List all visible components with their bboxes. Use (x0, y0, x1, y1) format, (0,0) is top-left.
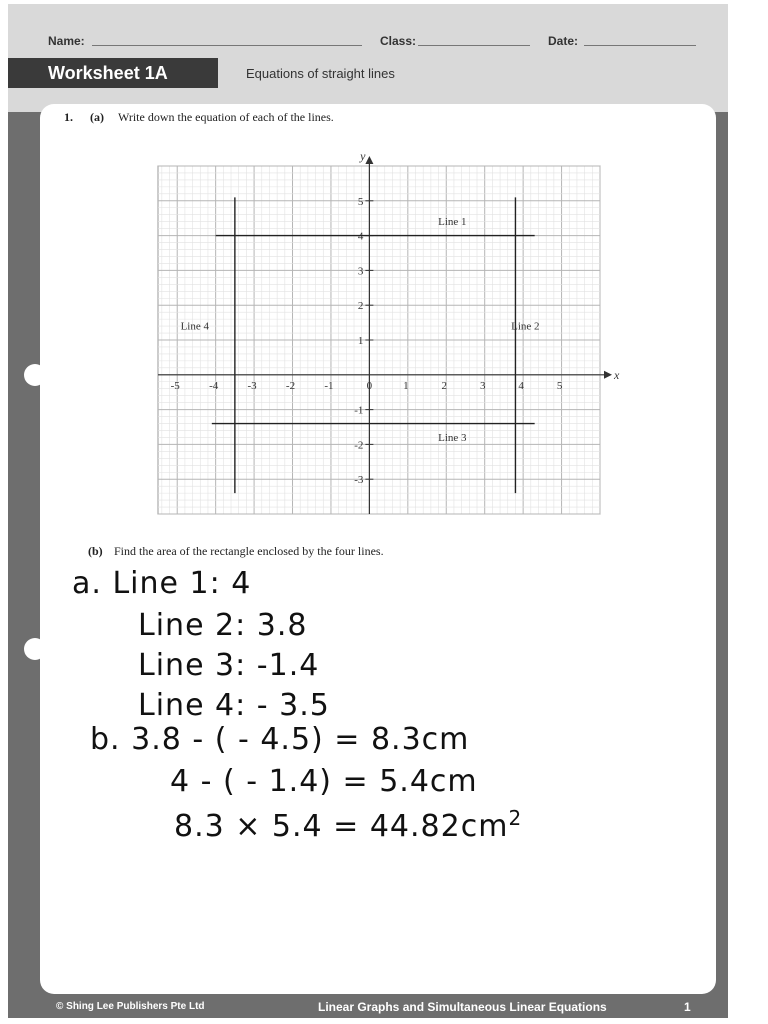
x-tick-label: 2 (441, 379, 448, 392)
footer-page-number: 1 (684, 1000, 691, 1014)
date-field-line (584, 45, 696, 46)
x-axis-label: x (614, 367, 620, 382)
answer-a-line3: Line 3: -1.4 (138, 648, 320, 683)
answer-a-line1: a. Line 1: 4 (72, 566, 252, 601)
coordinate-graph (150, 149, 620, 520)
answer-a-line2: Line 2: 3.8 (138, 608, 308, 643)
line-4-label: Line 4 (180, 320, 210, 333)
worksheet-title: Worksheet 1A (8, 58, 218, 88)
question-number: 1. (64, 110, 73, 124)
part-a-label: (a) (90, 110, 104, 124)
answer-b-line1: b. 3.8 - ( - 4.5) = 8.3cm (90, 722, 470, 757)
y-tick-label: -3 (354, 474, 364, 487)
answer-b-line2: 4 - ( - 1.4) = 5.4cm (170, 764, 478, 799)
class-field-line (418, 45, 530, 46)
footer-publisher: © Shing Lee Publishers Pte Ltd (56, 1001, 205, 1012)
x-tick-label: -2 (285, 379, 296, 392)
class-label: Class: (380, 34, 417, 48)
line-3-label: Line 3 (438, 431, 467, 444)
date-label: Date: (548, 34, 579, 48)
worksheet-subtitle: Equations of straight lines (246, 66, 395, 81)
name-field-line (92, 45, 362, 46)
y-tick-label: 2 (357, 300, 364, 313)
x-tick-label: 4 (518, 379, 524, 392)
x-tick-label: -5 (170, 379, 180, 392)
x-tick-label: -1 (324, 379, 334, 392)
binder-hole-top (24, 364, 46, 386)
y-tick-label: -1 (354, 404, 364, 417)
x-tick-label: 5 (556, 379, 563, 392)
answer-a-line4: Line 4: - 3.5 (138, 688, 330, 723)
y-axis-label: y (360, 149, 366, 163)
y-tick-label: 4 (357, 230, 364, 243)
binder-hole-bottom (24, 638, 46, 660)
part-a-text: Write down the equation of each of the lines. (118, 110, 334, 124)
y-tick-label: 5 (357, 195, 364, 208)
x-tick-label: 3 (479, 379, 486, 392)
y-axis-arrow (365, 156, 373, 164)
line-2-label: Line 2 (511, 320, 540, 333)
answer-b-line3-text: 8.3 × 5.4 = 44.82cm (174, 809, 509, 844)
squared-superscript: 2 (508, 806, 523, 830)
y-tick-label: -2 (354, 439, 364, 452)
y-tick-label: 3 (357, 265, 364, 278)
x-tick-label: 0 (366, 379, 373, 392)
x-tick-label: -3 (247, 379, 257, 392)
part-b-text: Find the area of the rectangle enclosed by the four lines. (114, 544, 384, 558)
x-tick-label: -4 (209, 379, 219, 392)
answer-b-line3 (174, 806, 522, 844)
line-1-label: Line 1 (438, 216, 467, 229)
y-tick-label: 1 (357, 335, 364, 347)
footer-chapter: Linear Graphs and Simultaneous Linear Equations (318, 1000, 607, 1014)
name-label: Name: (48, 34, 85, 48)
part-b-label: (b) (88, 544, 103, 558)
x-tick-label: 1 (403, 379, 409, 392)
